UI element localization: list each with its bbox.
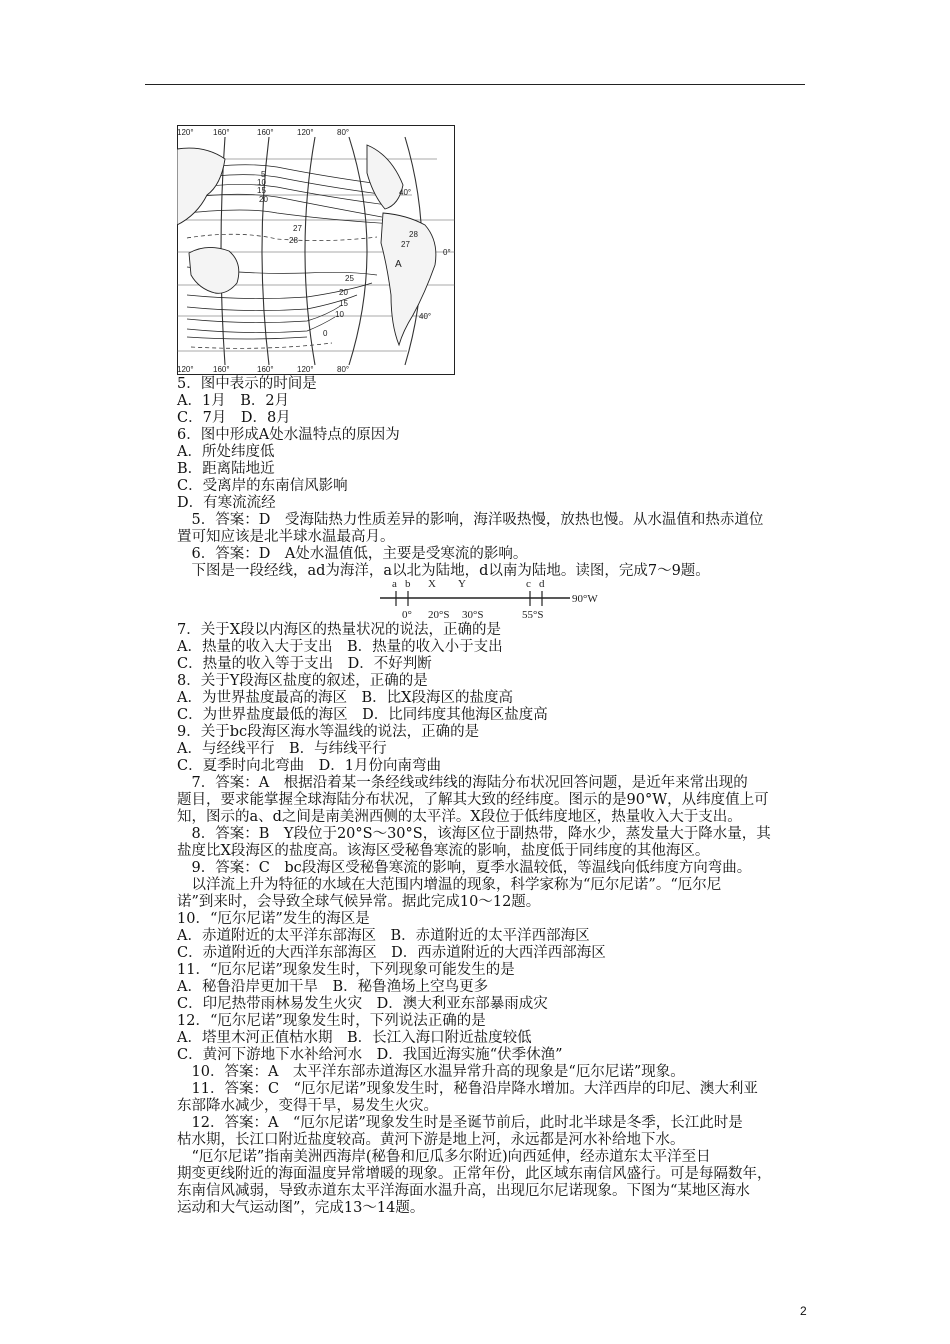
strip-top-label: b bbox=[405, 578, 411, 590]
text-line: 10．答案：A 太平洋东部赤道海区水温异常升高的现象是“厄尔尼诺”现象。 bbox=[177, 1064, 685, 1080]
top-tick: 120° bbox=[297, 128, 314, 137]
text-line: 10．“厄尔尼诺”发生的海区是 bbox=[177, 911, 370, 927]
text-line: A．赤道附近的太平洋东部海区 B．赤道附近的太平洋西部海区 bbox=[177, 928, 590, 944]
text-line: A．塔里木河正值枯水期 B．长江入海口附近盐度较低 bbox=[177, 1030, 532, 1046]
text-line: 下图是一段经线，ad为海洋，a以北为陆地，d以南为陆地。读图，完成7～9题。 bbox=[177, 563, 710, 579]
strip-top-label: c bbox=[526, 578, 531, 590]
top-tick: 80° bbox=[337, 128, 350, 137]
isotherm-label: 28 bbox=[289, 236, 298, 245]
isotherm-label: 0 bbox=[323, 329, 328, 338]
strip-top-label: a bbox=[392, 578, 397, 590]
text-line: 8．关于Y段海区盐度的叙述，正确的是 bbox=[177, 673, 428, 689]
isotherm-label: 10 bbox=[335, 310, 344, 319]
bottom-tick: 160° bbox=[213, 365, 230, 374]
text-line: 12．“厄尔尼诺”现象发生时，下列说法正确的是 bbox=[177, 1013, 486, 1029]
isotherm-label: 28 bbox=[409, 230, 418, 239]
bottom-tick: 160° bbox=[257, 365, 274, 374]
page-number: 2 bbox=[800, 1304, 807, 1318]
text-line: C．黄河下游地下水补给河水 D．我国近海实施“伏季休渔” bbox=[177, 1047, 563, 1063]
text-line: 11．答案：C “厄尔尼诺”现象发生时，秘鲁沿岸降水增加。大洋西岸的印尼、澳大利亚 bbox=[177, 1081, 758, 1097]
text-line: C．热量的收入等于支出 D．不好判断 bbox=[177, 656, 432, 672]
strip-bottom-label: 55°S bbox=[522, 609, 544, 620]
isotherm-label: 20 bbox=[259, 195, 268, 204]
text-line: 以洋流上升为特征的水域在大范围内增温的现象，科学家称为“厄尔尼诺”。“厄尔尼 bbox=[177, 877, 722, 893]
strip-meridian-label: 90°W bbox=[572, 593, 598, 605]
text-line: 诺”到来时，会导致全球气候异常。据此完成10～12题。 bbox=[177, 894, 541, 910]
bottom-tick: 120° bbox=[177, 365, 194, 374]
text-line: 7．答案：A 根据沿着某一条经线或纬线的海陆分布状况回答问题，是近年来常出现的 bbox=[177, 775, 748, 791]
lat-label: 0° bbox=[443, 248, 451, 257]
text-line: C．7月 D．8月 bbox=[177, 410, 291, 426]
isotherm-label: 20 bbox=[339, 288, 348, 297]
isotherm-label: 25 bbox=[345, 274, 354, 283]
text-line: C．受离岸的东南信风影响 bbox=[177, 478, 348, 494]
text-line: 5．答案：D 受海陆热力性质差异的影响，海洋吸热慢，放热也慢。从水温值和热赤道位 bbox=[177, 512, 764, 528]
isotherm-label: 27 bbox=[401, 240, 410, 249]
text-line: 知，图示的a、d之间是南美洲西侧的太平洋。X段位于低纬度地区，热量收入大于支出。 bbox=[177, 809, 742, 825]
lat-label: 40° bbox=[399, 188, 412, 197]
text-line: 9．答案：C bc段海区受秘鲁寒流的影响，夏季水温较低，等温线向低纬度方向弯曲。 bbox=[177, 860, 752, 876]
text-line: 枯水期，长江口附近盐度较高。黄河下游是地上河，永远都是河水补给地下水。 bbox=[177, 1132, 685, 1148]
text-line: C．夏季时向北弯曲 D．1月份向南弯曲 bbox=[177, 758, 441, 774]
text-line: C．为世界盐度最低的海区 D．比同纬度其他海区盐度高 bbox=[177, 707, 548, 723]
isotherm-label: 27 bbox=[293, 224, 302, 233]
text-line: 运动和大气运动图”，完成13～14题。 bbox=[177, 1200, 425, 1216]
text-line: 期变更线附近的海面温度异常增暖的现象。正常年份，此区域东南信风盛行。可是每隔数年， bbox=[177, 1166, 772, 1182]
isotherm-label: 15 bbox=[257, 186, 266, 195]
text-line: 东南信风减弱，导致赤道东太平洋海面水温升高，出现厄尔尼诺现象。下图为“某地区海水 bbox=[177, 1183, 750, 1199]
text-line: 6．图中形成A处水温特点的原因为 bbox=[177, 427, 400, 443]
top-tick: 120° bbox=[177, 128, 194, 137]
question-block-7-14 bbox=[177, 622, 817, 1217]
text-line: C．印尼热带雨林易发生火灾 D．澳大利亚东部暴雨成灾 bbox=[177, 996, 548, 1012]
text-line: A．热量的收入大于支出 B．热量的收入小于支出 bbox=[177, 639, 503, 655]
isotherm-map bbox=[177, 125, 455, 375]
text-line: B．距离陆地近 bbox=[177, 461, 275, 477]
text-line: A．与经线平行 B．与纬线平行 bbox=[177, 741, 387, 757]
point-a-label: A bbox=[395, 259, 402, 270]
text-line: D．有寒流流经 bbox=[177, 495, 276, 511]
bottom-tick: 120° bbox=[297, 365, 314, 374]
text-line: 5．图中表示的时间是 bbox=[177, 376, 317, 392]
isotherm-label: 10 bbox=[257, 178, 266, 187]
text-line: 7．关于X段以内海区的热量状况的说法，正确的是 bbox=[177, 622, 502, 638]
text-line: 6．答案：D A处水温值低，主要是受寒流的影响。 bbox=[177, 546, 528, 562]
meridian-strip bbox=[380, 576, 610, 620]
text-line: 9．关于bc段海区海水等温线的说法，正确的是 bbox=[177, 724, 480, 740]
strip-bottom-label: 20°S bbox=[428, 609, 450, 620]
text-line: C．赤道附近的大西洋东部海区 D．西赤道附近的大西洋西部海区 bbox=[177, 945, 606, 961]
strip-top-label: X bbox=[428, 578, 436, 590]
question-block-5-6 bbox=[177, 376, 817, 580]
text-line: 8．答案：B Y段位于20°S～30°S，该海区位于副热带，降水少，蒸发量大于降水量，其 bbox=[177, 826, 771, 842]
top-tick: 160° bbox=[257, 128, 274, 137]
text-line: 盐度比X段海区的盐度高。该海区受秘鲁寒流的影响，盐度低于同纬度的其他海区。 bbox=[177, 843, 710, 859]
text-line: A．1月 B．2月 bbox=[177, 393, 290, 409]
strip-top-label: d bbox=[539, 578, 545, 590]
lat-label: 40° bbox=[419, 312, 432, 321]
text-line: “厄尔尼诺”指南美洲西海岸(秘鲁和厄瓜多尔附近)向西延伸，经赤道东太平洋至日 bbox=[177, 1149, 711, 1165]
text-line: A．秘鲁沿岸更加干旱 B．秘鲁渔场上空鸟更多 bbox=[177, 979, 489, 995]
text-line: 置可知应该是北半球水温最高月。 bbox=[177, 529, 395, 545]
isotherm-label: 5 bbox=[261, 170, 266, 179]
text-line: A．所处纬度低 bbox=[177, 444, 275, 460]
text-line: 12．答案：A “厄尔尼诺”现象发生时是圣诞节前后，此时北半球是冬季，长江此时是 bbox=[177, 1115, 743, 1131]
isotherm-label: 15 bbox=[339, 299, 348, 308]
header-rule bbox=[145, 84, 805, 85]
text-line: 题目，要求能掌握全球海陆分布状况，了解其大致的经纬度。图示的是90°W，从纬度值上可 bbox=[177, 792, 769, 808]
bottom-tick: 80° bbox=[337, 365, 350, 374]
text-line: A．为世界盐度最高的海区 B．比X段海区的盐度高 bbox=[177, 690, 513, 706]
text-line: 11．“厄尔尼诺”现象发生时，下列现象可能发生的是 bbox=[177, 962, 515, 978]
strip-bottom-label: 0° bbox=[402, 609, 412, 620]
strip-bottom-label: 30°S bbox=[462, 609, 484, 620]
top-tick: 160° bbox=[213, 128, 230, 137]
text-line: 东部降水减少，变得干旱，易发生火灾。 bbox=[177, 1098, 438, 1114]
strip-top-label: Y bbox=[458, 578, 466, 590]
